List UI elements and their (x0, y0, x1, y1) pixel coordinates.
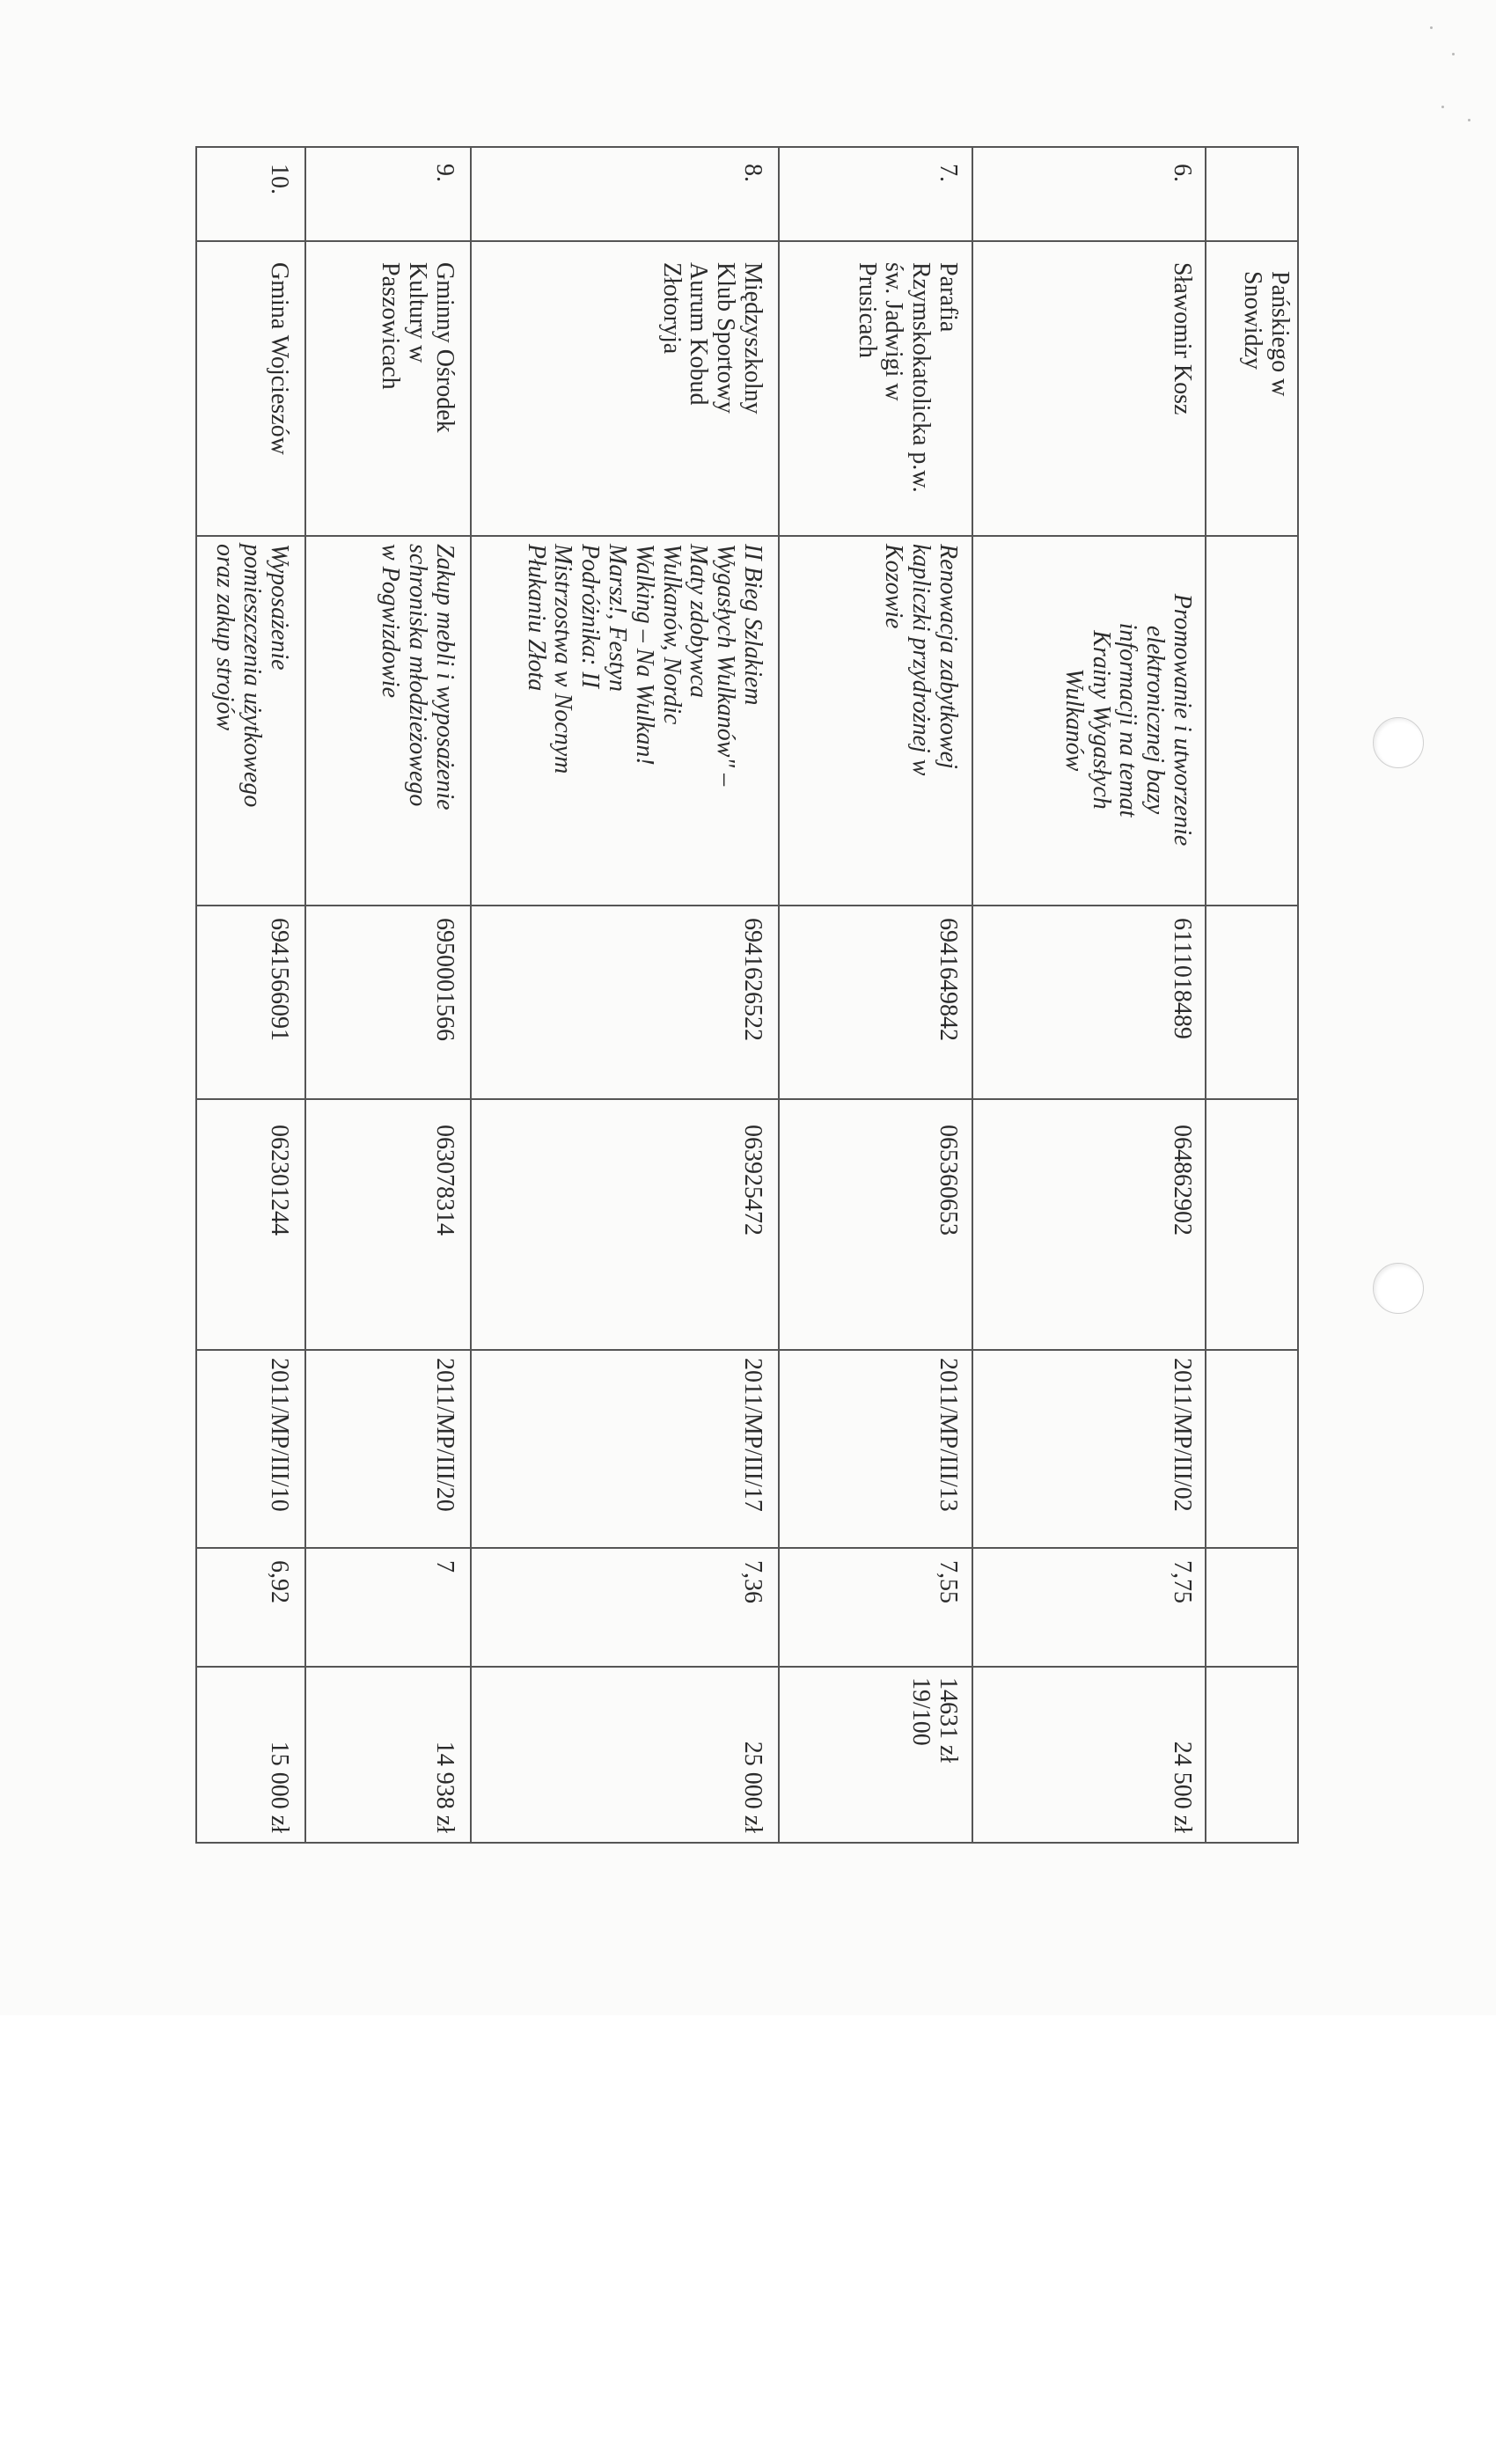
column-divider (197, 1666, 1297, 1668)
column-divider (197, 240, 1297, 242)
scan-speck (1430, 26, 1433, 29)
cell-number: 2011/MP/III/17 (739, 1358, 766, 1512)
column-divider (197, 905, 1297, 906)
cell-score: 7,75 (1169, 1560, 1196, 1603)
cell-nip: 6941626522 (739, 918, 766, 1041)
row-divider (972, 148, 973, 1842)
column-divider (197, 1349, 1297, 1351)
cell-regon: 064862902 (1169, 1125, 1196, 1236)
cell-lp: 6. (1169, 164, 1196, 182)
cell-beneficiary: Międzyszkolny Klub Sportowy Aurum Kobud Złotoryja (657, 262, 766, 414)
column-divider (197, 535, 1297, 537)
cell-amount: 15 000 zł (266, 1741, 293, 1833)
column-divider (197, 1098, 1297, 1100)
cell-project: Renowacja zabytkowej kapliczki przydrożnej w Kozowie (880, 544, 962, 776)
cell-nip: 6950001566 (431, 918, 458, 1041)
cell-project: Zakup mebli i wyposażenie schroniska młodzieżowego w Pogwizdowie (377, 544, 458, 810)
scan-speck (1452, 53, 1455, 55)
row-divider (470, 148, 472, 1842)
cell-project: Promowanie i utworzenie elektronicznej bazy informacji na temat Krainy Wygasłych Wulkanów (1060, 593, 1196, 847)
cell-project: II Bieg Szlakiem Wygasłych Wulkanów" – Maty zdobywca Wulkanów, Nordic Walking – Na Wulkan! Marsz!, Festyn Podróżnika: II Mistrzostwa w Nocnym Płukaniu Złota (522, 544, 766, 787)
cell-amount: 14 938 zł (431, 1741, 458, 1833)
cell-score: 7,36 (739, 1560, 766, 1603)
row-divider (304, 148, 306, 1842)
scan-speck (1468, 119, 1470, 121)
row-divider (1205, 148, 1206, 1842)
punch-hole (1373, 1263, 1424, 1314)
grant-table (195, 146, 1299, 1844)
cell-regon: 065360653 (935, 1125, 962, 1236)
cell-nip: 6941566091 (266, 918, 293, 1041)
column-divider (197, 1547, 1297, 1549)
cell-lp: 9. (431, 164, 458, 182)
scan-speck (1441, 106, 1444, 108)
cell-lp: 10. (266, 164, 293, 194)
cell-lp: 8. (739, 164, 766, 182)
cell-beneficiary: Gminny Ośrodek Kultury w Paszowicach (377, 262, 458, 433)
cell-beneficiary: Gmina Wojcieszów (266, 262, 293, 455)
cell-score: 6,92 (266, 1560, 293, 1603)
cell-regon: 063078314 (431, 1125, 458, 1236)
cell-score: 7 (431, 1560, 458, 1573)
cell-nip: 6941649842 (935, 918, 962, 1041)
cell-beneficiary: Pańskiego w Snowidzy (1239, 271, 1294, 397)
punch-hole (1373, 717, 1424, 768)
cell-regon: 063925472 (739, 1125, 766, 1236)
cell-project: Wyposażenie pomieszczenia użytkowego oraz zakup strojów (211, 544, 293, 808)
cell-amount: 14631 zł 19/100 (907, 1677, 962, 1764)
cell-amount: 25 000 zł (739, 1741, 766, 1833)
cell-score: 7,55 (935, 1560, 962, 1603)
row-divider (778, 148, 780, 1842)
cell-regon: 062301244 (266, 1125, 293, 1236)
cell-number: 2011/MP/III/13 (935, 1358, 962, 1512)
cell-number: 2011/MP/III/20 (431, 1358, 458, 1512)
cell-amount: 24 500 zł (1169, 1741, 1196, 1833)
cell-beneficiary: Parafia Rzymskokatolicka p.w. św. Jadwigi w Prusicach (853, 262, 962, 493)
cell-lp: 7. (935, 164, 962, 182)
cell-number: 2011/MP/III/10 (266, 1358, 293, 1512)
cell-beneficiary: Sławomir Kosz (1169, 262, 1196, 415)
cell-nip: 6111018489 (1169, 918, 1196, 1039)
cell-number: 2011/MP/III/02 (1169, 1358, 1196, 1512)
